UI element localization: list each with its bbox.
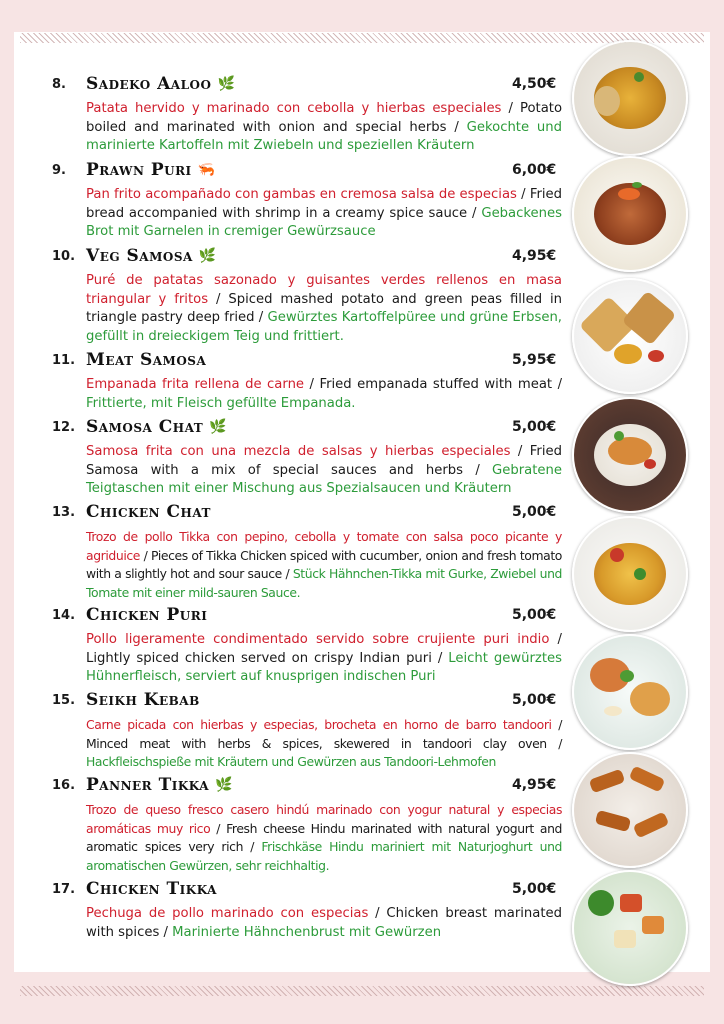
menu-item [52,246,562,346]
item-description: Trozo de pollo Tikka con pepino, cebolla y tomate con salsa poco picante y agriduice / Pieces of Tikka Chicken spiced with cucumber, onion and fresh tomato with a slightly hot and sour sauce / Stück Hähnchen-Tikka mit Gurke, Zwiebel und Tomate mit einer mild-sauren Sauce. [86,529,563,600]
menu-item [52,775,562,875]
item-number: 14. [52,608,76,623]
samosa-chat-photo [572,516,688,632]
samosa-photo [572,278,688,394]
item-number: 12. [52,420,76,435]
shrimp-icon: 🦐 [197,162,216,178]
meat-samosa-photo [572,397,688,513]
item-name: Samosa Chat 🌿 [86,417,228,437]
item-number: 15. [52,693,76,708]
prawn-puri-photo [572,156,688,272]
item-name: Panner Tikka 🌿 [86,775,233,795]
item-name: Chicken Tikka [86,879,217,899]
item-price: 4,95€ [512,777,557,793]
chicken-puri-photo [572,752,688,868]
menu-item [52,502,562,602]
item-price: 5,95€ [512,352,557,368]
item-price: 5,00€ [512,881,557,897]
item-price: 4,95€ [512,248,557,264]
item-description: Samosa frita con una mezcla de salsas y hierbas especiales / Fried Samosa with a mix of special sauces and herbs / Gebratene Teigtaschen mit einer Mischung aus Spezialsaucen und Kräutern [86,444,562,496]
item-number: 17. [52,882,76,897]
menu-item [52,690,562,772]
item-description: Trozo de queso fresco casero hindú marinado con yogur natural y especias aromáticas muy rico / Fresh cheese Hindu marinated with natural yogurt and aromatic spices very rich / Frischkäse Hindu mariniert mit Naturjoghurt und aromatischen Gewürzen, sehr reichhaltig. [86,802,562,873]
item-price: 6,00€ [512,162,557,178]
leaf-icon: 🌿 [209,419,228,435]
item-price: 5,00€ [512,504,557,520]
item-description: Empanada frita rellena de carne / Fried empanada stuffed with meat / Frittierte, mit Fleisch gefüllte Empanada. [86,377,563,411]
leaf-icon: 🌿 [217,76,236,92]
item-name: Sadeko Aaloo 🌿 [86,74,236,94]
item-description: Carne picada con hierbas y especias, brocheta en horno de barro tandoori / Minced meat with herbs & spices, skewered in tandoori clay oven / Hackfleischspieße mit Kräutern und Gewürzen aus Tandoori-Lehmofen [86,717,562,770]
menu-item [52,350,562,413]
item-name: Veg Samosa 🌿 [86,246,217,266]
item-description: Pan frito acompañado con gambas en cremosa salsa de especias / Fried bread accompanied with shrimp in a creamy spice sauce / Gebackenes Brot mit Garnelen in cremiger Gewürzsauce [86,187,563,239]
leaf-icon: 🌿 [215,777,233,793]
photo-column [572,40,688,945]
item-number: 16. [52,778,76,793]
menu-item [52,879,562,942]
item-price: 5,00€ [512,692,557,708]
potato-dish-photo [572,40,688,156]
item-number: 11. [52,353,76,368]
item-price: 5,00€ [512,419,557,435]
menu-item [52,160,562,242]
item-number: 10. [52,249,76,264]
item-name: Chicken Puri [86,605,208,625]
leaf-icon: 🌿 [198,248,217,264]
menu-item [52,417,562,499]
item-description: Pechuga de pollo marinado con especias / Chicken breast marinated with spices / Marinierte Hähnchenbrust mit Gewürzen [86,906,563,940]
item-name: Meat Samosa [86,350,207,370]
bottom-decorative-border [20,986,704,996]
seikh-kebab-photo [572,870,688,986]
menu-item [52,74,562,156]
item-number: 13. [52,505,76,520]
item-number: 8. [52,77,66,92]
chicken-chat-photo [572,634,688,750]
item-name: Chicken Chat [86,502,211,522]
item-description: Puré de patatas sazonado y guisantes verdes rellenos en masa triangular y fritos / Spiced mashed potato and green peas filled in triangle pastry deep fried / Gewürztes Kartoffelpüree und grüne Erbsen, gefüllt in dreieckigem Teig und frittiert. [86,273,563,344]
item-name: Seikh Kebab [86,690,200,710]
item-description: Pollo ligeramente condimentado servido sobre crujiente puri indio / Lightly spiced chicken served on crispy Indian puri / Leicht gewürztes Hühnerfleisch, serviert auf knusprigen indischen Puri [86,632,562,684]
item-price: 4,50€ [512,76,557,92]
item-name: Prawn Puri 🦐 [86,160,216,180]
menu-item [52,605,562,687]
item-description: Patata hervido y marinado con cebolla y hierbas especiales / Potato boiled and marinated with onion and special herbs / Gekochte und marinierte Kartoffeln mit Zwiebeln und speziellen Kräutern [86,101,563,153]
item-number: 9. [52,163,66,178]
item-price: 5,00€ [512,607,557,623]
